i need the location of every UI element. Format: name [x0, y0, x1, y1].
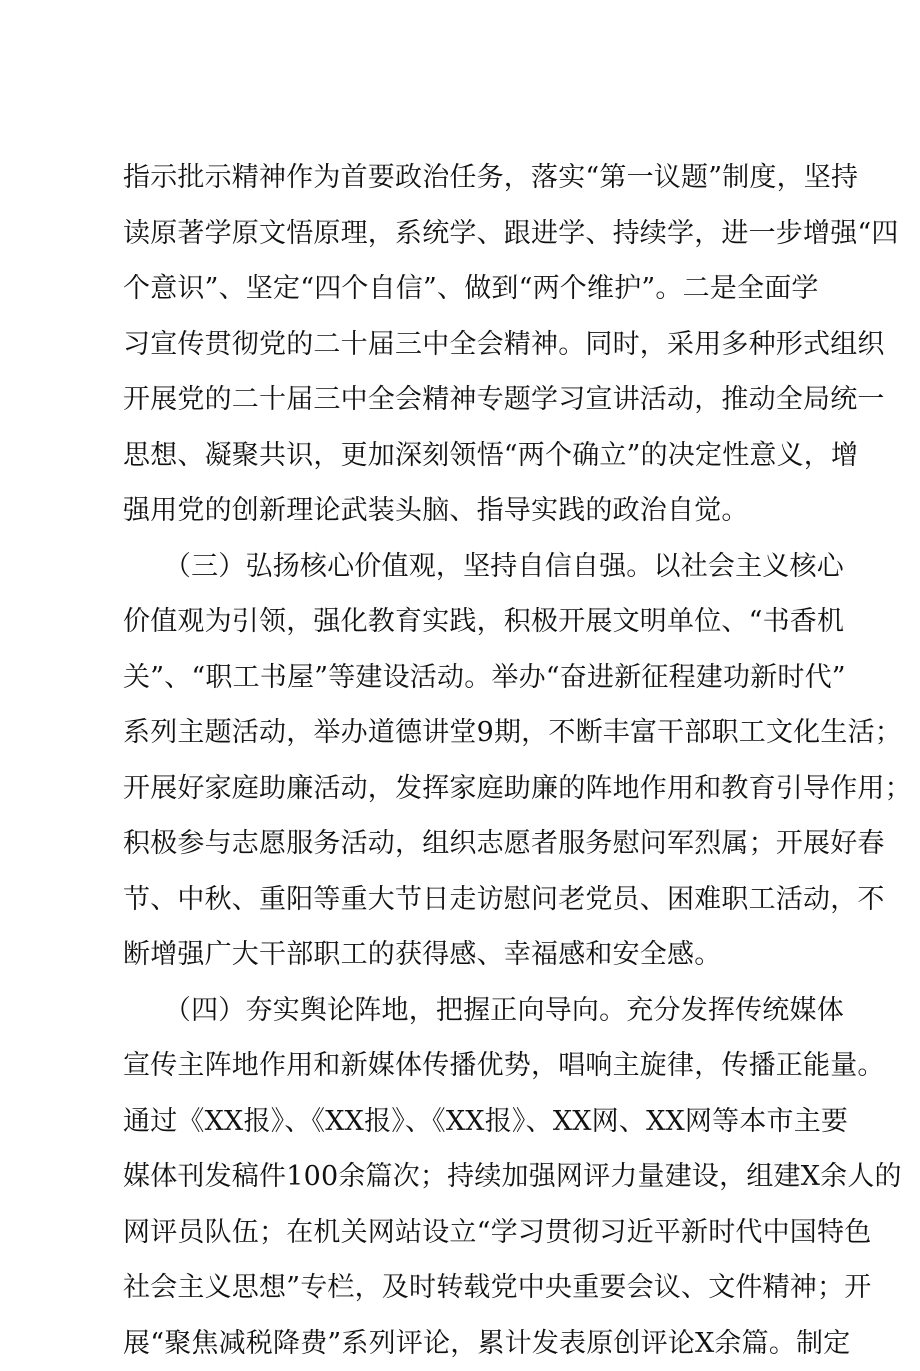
text-line-18: 通过《XX报》、《XX报》、《XX报》、XX网、XX网等本市主要	[123, 1094, 809, 1150]
text-line-5: 开展党的二十届三中全会精神专题学习宣讲活动，推动全局统一	[123, 372, 809, 428]
text-line-12: 开展好家庭助廉活动，发挥家庭助廉的阵地作用和教育引导作用；	[123, 761, 809, 817]
text-line-4: 习宣传贯彻党的二十届三中全会精神。同时，采用多种形式组织	[123, 317, 809, 373]
text-line-15: 断增强广大干部职工的获得感、幸福感和安全感。	[123, 927, 809, 983]
text-line-1: 指示批示精神作为首要政治任务，落实“第一议题”制度，坚持	[123, 150, 809, 206]
text-line-9: 价值观为引领，强化教育实践，积极开展文明单位、“书香机	[123, 594, 809, 650]
text-line-7: 强用党的创新理论武装头脑、指导实践的政治自觉。	[123, 483, 809, 539]
text-line-11: 系列主题活动，举办道德讲堂9期，不断丰富干部职工文化生活；	[123, 705, 809, 761]
section-heading-three-line: （三）弘扬核心价值观，坚持自信自强。以社会主义核心	[123, 539, 809, 595]
text-line-3: 个意识”、坚定“四个自信”、做到“两个维护”。二是全面学	[123, 261, 809, 317]
text-line-19: 媒体刊发稿件100余篇次；持续加强网评力量建设，组建X余人的	[123, 1149, 809, 1205]
text-line-10: 关”、“职工书屋”等建设活动。举办“奋进新征程建功新时代”	[123, 650, 809, 706]
text-line-14: 节、中秋、重阳等重大节日走访慰问老党员、困难职工活动，不	[123, 872, 809, 928]
text-line-2: 读原著学原文悟原理，系统学、跟进学、持续学，进一步增强“四	[123, 206, 809, 262]
section-heading-four-line: （四）夯实舆论阵地，把握正向导向。充分发挥传统媒体	[123, 983, 809, 1039]
text-line-13: 积极参与志愿服务活动，组织志愿者服务慰问军烈属；开展好春	[123, 816, 809, 872]
text-line-22: 展“聚焦减税降费”系列评论，累计发表原创评论X余篇。制定	[123, 1316, 809, 1371]
text-line-6: 思想、凝聚共识，更加深刻领悟“两个确立”的决定性意义，增	[123, 428, 809, 484]
document-body	[123, 150, 809, 1371]
text-line-21: 社会主义思想”专栏，及时转载党中央重要会议、文件精神；开	[123, 1260, 809, 1316]
text-line-20: 网评员队伍；在机关网站设立“学习贯彻习近平新时代中国特色	[123, 1205, 809, 1261]
text-line-17: 宣传主阵地作用和新媒体传播优势，唱响主旋律，传播正能量。	[123, 1038, 809, 1094]
